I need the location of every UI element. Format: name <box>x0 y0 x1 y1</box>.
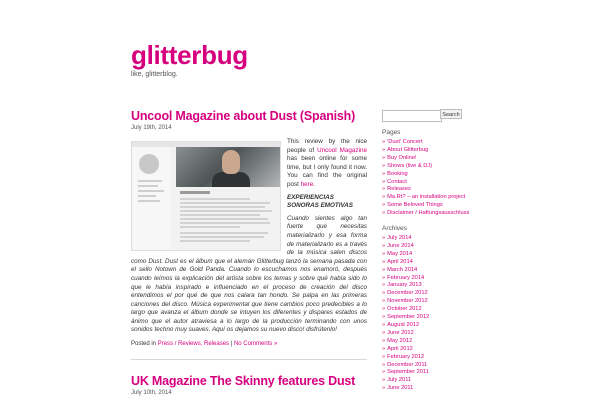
screenshot-line <box>138 195 156 197</box>
archive-link-item[interactable]: » October 2012 <box>382 306 429 314</box>
post-title[interactable]: Uncool Magazine about Dust (Spanish) <box>131 109 356 123</box>
screenshot-avatar <box>139 154 159 174</box>
screenshot-line <box>180 218 268 220</box>
post-quote: Cuando sientes algo tan fuerte que necesitas materializarlo y esa forma de materializarlo es a través de la música salen discos como Dust. Dust es el álbum que el alemán Glitterbug lanzó la semana pasada con el sello Notown de Gold Panda. Cuando lo escuchamos nos enamoró, después cuando leímos la explicación del artista sobre los temas y sobre qué había sido lo que le había inspirado e influenciado en el proceso de creación del disco entendimos el por qué de que nos calara tan hondo. Se palpa en las primeras canciones del disco. Música experimental que tiene cambios poco predecibles a lo largo que avanza el álbum donde se intuyen los diferentes y dispares estados de ánimo que el autor atraviesa a lo largo de la producción terminando con unos sonidos techno muy suaves. Aquí os dejamos su nuevo disco! disfrútenlo! <box>131 214 367 334</box>
pages-link-item[interactable]: » Ma.Rt? – an installation project <box>382 194 469 202</box>
archive-link-item[interactable]: » August 2012 <box>382 322 429 330</box>
archive-link-item[interactable]: » September 2012 <box>382 314 429 322</box>
post-date: July 19th, 2014 <box>131 125 172 131</box>
screenshot-line <box>180 202 270 204</box>
meta-separator: | <box>229 341 234 348</box>
screenshot-line <box>180 232 268 234</box>
archive-link-item[interactable]: » January 2013 <box>382 282 429 290</box>
post-screenshot-image[interactable] <box>131 141 281 251</box>
pages-link-item[interactable]: » Some Beloved Things <box>382 202 469 210</box>
comments-link[interactable]: No Comments » <box>233 341 278 348</box>
screenshot-line <box>180 222 270 224</box>
screenshot-line <box>180 214 260 216</box>
archive-link-item[interactable]: » February 2014 <box>382 275 429 283</box>
archive-link-item[interactable]: » July 2011 <box>382 377 429 385</box>
post-title[interactable]: UK Magazine The Skinny features Dust <box>131 374 356 388</box>
screenshot-line <box>180 206 265 208</box>
screenshot-figure-face <box>222 150 240 174</box>
pages-link-item[interactable]: » Booking <box>382 171 469 179</box>
archive-link-item[interactable]: » December 2012 <box>382 290 429 298</box>
search-button[interactable]: Search <box>440 109 462 119</box>
archive-link-item[interactable]: » May 2014 <box>382 251 429 259</box>
archive-link-item[interactable]: » June 2012 <box>382 330 429 338</box>
screenshot-line <box>180 210 272 212</box>
archive-link-item[interactable]: » June 2014 <box>382 243 429 251</box>
post-date: July 10th, 2014 <box>131 390 172 396</box>
archive-link-item[interactable]: » April 2014 <box>382 259 429 267</box>
pages-list <box>382 139 469 218</box>
archive-link-item[interactable]: » July 2014 <box>382 235 429 243</box>
uncool-magazine-link[interactable]: Uncool Magazine <box>317 146 367 154</box>
post-the-skinny <box>131 373 355 403</box>
screenshot-line <box>138 180 162 182</box>
blog-tagline: like, glitterblog. <box>131 71 178 78</box>
blog-title[interactable]: glitterbug <box>131 40 248 70</box>
screenshot-line <box>138 185 158 187</box>
screenshot-heading <box>180 191 210 194</box>
pages-link-item[interactable]: » Releases <box>382 186 469 194</box>
pages-heading: Pages <box>382 129 401 136</box>
archive-link-item[interactable]: » April 2012 <box>382 346 429 354</box>
screenshot-line <box>180 226 240 228</box>
pages-link-item[interactable]: » Disclaimer / Haftungsausschluss <box>382 210 469 218</box>
pages-link-item[interactable]: » 'Dust' Concert <box>382 139 469 147</box>
screenshot-line <box>138 190 164 192</box>
category-link[interactable]: Press / Reviews, Releases <box>157 341 230 348</box>
original-post-link[interactable]: here <box>300 180 314 188</box>
screenshot-figure-body <box>212 172 250 187</box>
screenshot-line <box>180 240 250 242</box>
search-input[interactable] <box>382 110 442 122</box>
archives-heading: Archives <box>382 225 407 232</box>
intro-text: . <box>313 180 316 188</box>
pages-link-item[interactable]: » About Glitterbug <box>382 147 469 155</box>
screenshot-line <box>138 200 160 202</box>
posted-in-label: Posted in <box>131 341 158 348</box>
archive-link-item[interactable]: » May 2012 <box>382 338 429 346</box>
archive-link-item[interactable]: » February 2012 <box>382 354 429 362</box>
screenshot-line <box>180 236 264 238</box>
archive-link-item[interactable]: » March 2014 <box>382 267 429 275</box>
pages-link-item[interactable]: » Contact <box>382 179 469 187</box>
post-meta <box>131 341 367 347</box>
archive-link-item[interactable]: » December 2011 <box>382 362 429 370</box>
pages-link-item[interactable]: » Shows (live & DJ) <box>382 163 469 171</box>
post-subheading: EXPERIENCIAS SONORAS EMOTIVAS <box>287 193 354 210</box>
intro-text: has been online for some time, but I only found it now. You can find the original post <box>287 155 367 188</box>
archive-link-item[interactable]: » September 2011 <box>382 369 429 377</box>
archive-link-item[interactable]: » November 2012 <box>382 298 429 306</box>
screenshot-line <box>180 198 250 200</box>
archive-link-item[interactable]: » June 2011 <box>382 385 429 393</box>
post-uncool-magazine <box>131 108 367 382</box>
post-divider <box>131 359 367 360</box>
pages-link-item[interactable]: » Buy Online! <box>382 155 469 163</box>
archives-list <box>382 235 429 393</box>
intro-text: This review by the nice people of <box>287 138 367 154</box>
